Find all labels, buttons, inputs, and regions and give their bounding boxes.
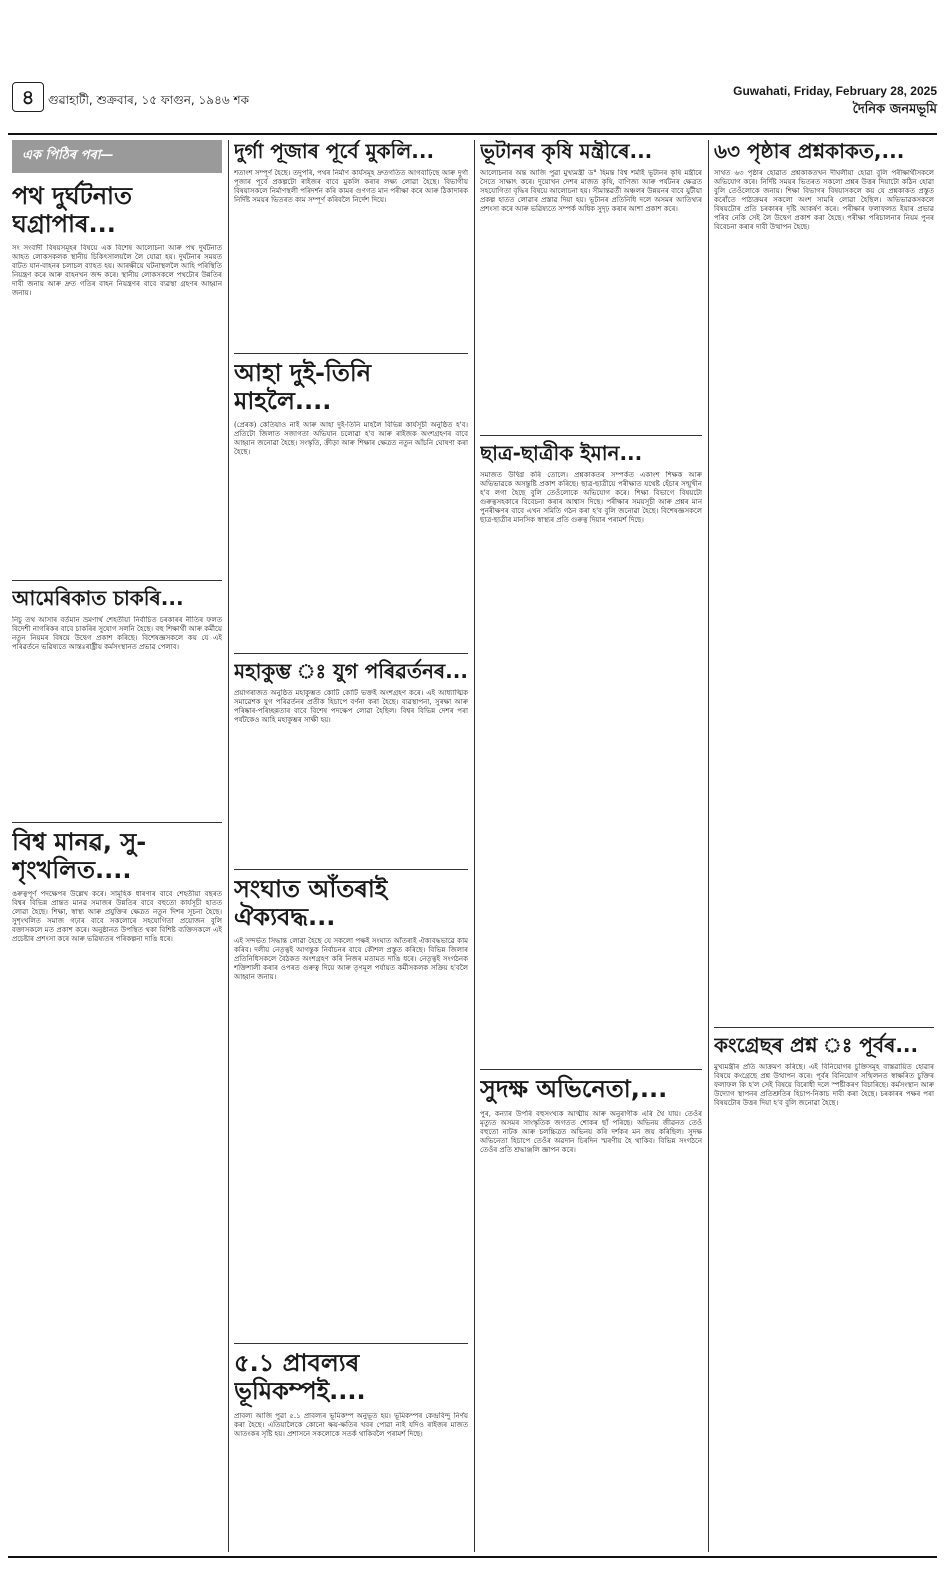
column-divider: [708, 140, 709, 1552]
masthead: [8, 74, 937, 132]
paper-name: দৈনিক জনমভূমি: [852, 102, 937, 117]
column-1: [12, 140, 222, 1552]
article-body: মুখ্যমন্ত্ৰীৰ প্ৰতি আক্ৰমণ কৰিছে। এই বিনিয়োগৰ চুক্তিসমূহ বাস্তৱায়িত হোৱাৰ বিষয়ে কংগ্ৰেছে প্ৰশ্ন উত্থাপন কৰে। পূৰ্বৰ বিনিয়োগ সন্মিলনত স্বাক্ষৰিত চুক্তিৰ ফলাফল কি হ'ল সেই বিষয়ে বিৰোধী দলে স্পষ্টীকৰণ বিচাৰিছে। কৰ্মসংস্থান আৰু উদ্যোগ স্থাপনৰ প্ৰতিশ্ৰুতিৰ হিচাপ-নিকাচ দাবী কৰা হৈছে। চৰকাৰৰ পক্ষৰ পৰা বিষয়টোৰ উত্তৰ দিয়া হ'ব বুলি জনোৱা হৈছে।: [714, 1063, 934, 1107]
article-title: কংগ্ৰেছৰ প্ৰশ্ন ঃ পূৰ্বৰ...: [714, 1033, 919, 1057]
article-title: আহা দুই-তিনি মাহলৈ....: [234, 359, 372, 415]
article-title: সুদক্ষ অভিনেতা,...: [480, 1075, 668, 1103]
article-title: আমেৰিকাত চাকৰি...: [12, 586, 184, 611]
article-two-three-months: [234, 353, 468, 647]
article-body: সমাজত উদ্বিগ্ন কৰি তোলে। প্ৰশ্নকাকতৰ সম্পৰ্কত একাংশ শিক্ষক আৰু অভিভাৱকে অসন্তুষ্টি প্ৰকাশ কৰিছে। ছাত্ৰ-ছাত্ৰীয়ে পৰীক্ষাত যথেষ্ট হেঁচাৰ সন্মুখীন হ'ব লগা হৈছে বুলি তেওঁলোকে অভিযোগ কৰে। শিক্ষা বিভাগে বিষয়টো গুৰুত্বসহকাৰে বিবেচনা কৰাৰ আশ্বাস দিছে। পৰীক্ষাৰ সময়সূচী আৰু প্ৰশ্নৰ মান পুনৰীক্ষণৰ বাবে এখন সমিতি গঠন কৰা হ'ব বুলি জনোৱা হৈছে। বিশেষজ্ঞসকলে ছাত্ৰ-ছাত্ৰীৰ মানসিক স্বাস্থ্যৰ প্ৰতি গুৰুত্ব দিয়াৰ পৰামৰ্শ দিছে।: [480, 471, 702, 524]
article-bhutan-minister: [480, 140, 702, 427]
article-body: শতাংশ সম্পূৰ্ণ হৈছে। তদুপৰি, পথৰ নিৰ্মাণ কাৰ্যসমূহ দ্ৰুতগতিত আগবাঢ়িছে আৰু দুৰ্গা পূজাৰ পূৰ্বে প্ৰকল্পটো ৰাইজৰ বাবে মুকলি কৰাৰ লক্ষ্য লোৱা হৈছে। বিভাগীয় বিষয়াসকলে নিৰ্মাণস্থলী পৰিদৰ্শন কৰি কামৰ গুণগত মান পৰীক্ষা কৰে আৰু ঠিকাদাৰক নিৰ্দিষ্ট সময়ৰ ভিতৰত কাম সম্পূৰ্ণ কৰিবলৈ নিৰ্দেশ দিয়ে।: [234, 169, 468, 204]
section-band: এক পিঠিৰ পৰা—: [12, 140, 222, 173]
article-question-paper: [714, 140, 934, 1019]
column-divider: [474, 140, 475, 1552]
column-4: [714, 140, 934, 1552]
article-title: ৬৩ পৃষ্ঠাৰ প্ৰশ্নকাকত,...: [714, 140, 905, 163]
article-title: সংঘাত আঁতৰাই ঐক্যবদ্ধ...: [234, 875, 388, 931]
article-america-job: [12, 580, 222, 816]
article-title: ৫.১ প্ৰাবল্যৰ ভূমিকম্পই....: [234, 1349, 366, 1405]
article-body: (প্ৰেৰক) কেতিয়াও নাই আৰু আহা দুই-তিনি মাহলৈ বিভিন্ন কাৰ্যসূচী অনুষ্ঠিত হ'ব। প্ৰতিটো জিলাত সজাগতা অভিযান চলোৱা হ'ব আৰু ৰাইজক অংশগ্ৰহণৰ বাবে আহ্বান জনোৱা হৈছে। সংস্কৃতি, ক্ৰীড়া আৰু শিক্ষাৰ ক্ষেত্ৰত নতুন আঁচনি ঘোষণা কৰা হৈছে।: [234, 421, 468, 457]
article-title: বিশ্ব মানৱ, সু-শৃংখলিত....: [12, 828, 147, 884]
article-body: প্ৰয়াগৰাজত অনুষ্ঠিত মহাকুম্ভত কোটি কোটি ভক্তই অংশগ্ৰহণ কৰে। এই আধ্যাত্মিক সমাৱেশক যুগ পৰিৱৰ্তনৰ প্ৰতীক হিচাপে বৰ্ণনা কৰা হৈছে। ব্যৱস্থাপনা, সুৰক্ষা আৰু পৰিষ্কাৰ-পৰিচ্ছন্নতাৰ বাবে বিশেষ পদক্ষেপ লোৱা হৈছিল। বিশ্বৰ বিভিন্ন দেশৰ পৰা পৰ্যটকেও আহি মহাকুম্ভৰ সাক্ষী হয়।: [234, 689, 468, 725]
page-number: ৪: [12, 82, 44, 112]
article-title: দুৰ্গা পূজাৰ পূৰ্বে মুকলি...: [234, 140, 435, 163]
article-body: পুৰ, কন্যাৰ উপৰি বহুসংখ্যক আত্মীয় আৰু অনুৰাগীক এৰি থৈ যায়। তেওঁৰ মৃত্যুত অসমৰ সাংস্কৃতিক জগতত শোকৰ ছাঁ পৰিছে। অভিনয় জীৱনত তেওঁ বহুতো নাটক আৰু চলচ্চিত্ৰত অভিনয় কৰি দৰ্শকৰ মন জয় কৰিছিল। সুদক্ষ অভিনেতা হিচাপে তেওঁৰ অৱদান চিৰদিন স্মৰণীয় হৈ থাকিব। বিভিন্ন সংগঠনে তেওঁৰ প্ৰতি শ্ৰদ্ধাঞ্জলি জ্ঞাপন কৰে।: [480, 1109, 702, 1154]
column-divider: [228, 140, 229, 1552]
column-3: [480, 140, 702, 1552]
article-body: ঙৰুত্বপূৰ্ণ পদক্ষেপৰ উল্লেখ কৰে। সামূহিক ধাৰণাৰ বাবে শেহতীয়া বছৰত বিশ্বৰ বিভিন্ন প্ৰান্তত মানৱ সমাজৰ উন্নতিৰ বাবে বহুতো কাৰ্যসূচী হাতত লোৱা হৈছে। শিক্ষা, স্বাস্থ্য আৰু প্ৰযুক্তিৰ ক্ষেত্ৰত নতুন দিশৰ সূচনা হৈছে। সুশৃংখলিত সমাজ গঢ়াৰ বাবে সকলোৰে সহযোগিতা প্ৰয়োজন বুলি বক্তাসকলে মত প্ৰকাশ কৰে। অনুষ্ঠানত উপস্থিত থকা বিশিষ্ট ব্যক্তিসকলে এই প্ৰচেষ্টাৰ প্ৰশংসা কৰে আৰু ভৱিষ্যতৰ পৰিকল্পনা দাঙি ধৰে।: [12, 890, 222, 944]
article-road-accident: [12, 183, 222, 574]
article-body: সাথত ৬৩ পৃষ্ঠাৰ হোৱাত প্ৰশ্নকাকতখন দীঘলীয়া হোৱা বুলি পৰীক্ষাৰ্থীসকলে অভিযোগ কৰে। নিৰ্দিষ্ট সময়ৰ ভিতৰত সকলো প্ৰশ্নৰ উত্তৰ দিয়াটো কঠিন হোৱা বুলি তেওঁলোকে জনায়। শিক্ষা বিভাগৰ বিষয়াসকলে কয় যে প্ৰশ্নকাকত প্ৰস্তুত কৰোঁতে পাঠ্যক্ৰমৰ সকলো অংশ সামৰি লোৱা হৈছিল। অভিভাৱকসকলে বিষয়টোৰ প্ৰতি চৰকাৰৰ দৃষ্টি আকৰ্ষণ কৰে। পৰীক্ষাৰ ফলাফলত ইয়াৰ প্ৰভাৱ পৰিব নেকি সেই লৈ উদ্বেগ প্ৰকাশ কৰা হৈছে। পৰীক্ষা পৰিচালনাৰ নিয়ম পুনৰ বিবেচনা কৰাৰ দাবী উত্থাপন হৈছে।: [714, 169, 934, 231]
article-body: আলোচনাৰ অন্ত আজি পুৱা মুখ্যমন্ত্ৰী ড° হিমন্ত বিশ্ব শৰ্মাই ভূটানৰ কৃষি মন্ত্ৰীৰে সৈতে সাক্ষাৎ কৰে। দুয়োখন দেশৰ মাজত কৃষি, বাণিজ্য আৰু পৰ্যটনৰ ক্ষেত্ৰত সহযোগিতা বৃদ্ধিৰ বিষয়ে আলোচনা হয়। সীমান্তৱৰ্তী অঞ্চলৰ উন্নয়নৰ বাবে যুটীয়া প্ৰকল্প হাতত লোৱাৰ প্ৰস্তাৱ দিয়া হয়। ভূটানৰ প্ৰতিনিধি দলে অসমৰ আতিথ্যৰ প্ৰশংসা কৰে আৰু ভৱিষ্যতে সম্পৰ্ক অধিক সুদৃঢ় কৰাৰ আশা প্ৰকাশ কৰে।: [480, 169, 702, 213]
footer-rule: [8, 1556, 937, 1558]
article-earthquake: [234, 1343, 468, 1552]
article-body: নিচু তথ আসাৰ বৰ্তমান ভ্ৰমণাৰ্থ শেহতীয়া নিৰ্বাচিত চৰকাৰৰ নীতিৰ ফলত বিদেশী নাগৰিকৰ বাবে চাকৰিৰ সুযোগ সলনি হৈছে। বহু শিক্ষাৰ্থী আৰু কৰ্মীয়ে নতুন নিয়মৰ বিষয়ে উদ্বেগ প্ৰকাশ কৰিছে। বিশেষজ্ঞসকলে কয় যে এই পৰিৱৰ্তনে ভৱিষ্যতে আন্তঃৰাষ্ট্ৰীয় কৰ্মসংস্থানত প্ৰভাৱ পেলাব।: [12, 616, 222, 652]
article-title: মহাকুম্ভ ঃ যুগ পৰিৱৰ্তনৰ...: [234, 659, 468, 684]
article-world-humanity: [12, 822, 222, 1552]
article-body: সং সংবাদী বিষয়সমূহৰ বিষয়ে এক বিশেষ আলোচনা আৰু পথ দুৰ্ঘটনাত আহত লোকসকলক স্থানীয় চিকিৎসালয়লৈ লৈ যোৱা হয়। দুৰ্ঘটনাৰ সময়ত বাটত যান-বাহনৰ চলাচল ব্যাহত হয়। আৰক্ষীয়ে ঘটনাস্থললৈ আহি পৰিস্থিতি নিয়ন্ত্ৰণ কৰে আৰু বাহনখন জব্দ কৰে। স্থানীয় লোকসকলে পথটোৰ উন্নতিৰ দাবী জনায় আৰু দ্ৰুত গতিৰ বাহন নিয়ন্ত্ৰণৰ বাবে ব্যৱস্থা গ্ৰহণৰ আহ্বান জনায়।: [12, 244, 222, 298]
article-students: [480, 435, 702, 1061]
article-congress: [714, 1027, 934, 1493]
article-actor: [480, 1069, 702, 1510]
article-body: এই সন্দৰ্ভত সিদ্ধান্ত লোৱা হৈছে যে সকলো পক্ষই সংঘাত আঁতৰাই ঐক্যবদ্ধভাৱে কাম কৰিব। দলীয় নেতৃত্বই আগন্তুক নিৰ্বাচনৰ বাবে কৌশল প্ৰস্তুত কৰিছে। বিভিন্ন জিলাৰ প্ৰতিনিধিসকলে বৈঠকত অংশগ্ৰহণ কৰি নিজৰ মতামত দাঙি ধৰে। নেতৃত্বই সংগঠনক শক্তিশালী কৰাৰ ওপৰত গুৰুত্ব দিয়ে আৰু তৃণমূল পৰ্যায়ত কৰ্মীসকলক সক্ৰিয় হ'বলৈ আহ্বান জনায়।: [234, 937, 468, 982]
article-unity: [234, 869, 468, 1337]
date-english-block: [733, 84, 937, 121]
masthead-rule: [8, 133, 937, 135]
date-english: Guwahati, Friday, February 28, 2025: [733, 84, 937, 98]
article-body: প্ৰাবল্য আজি পুৱা ৫.১ প্ৰাবল্যৰ ভূমিকম্প অনুভূত হয়। ভূমিকম্পৰ কেন্দ্ৰবিন্দু নিৰ্ণয় কৰা হৈছে। এতিয়ালৈকে কোনো ক্ষয়-ক্ষতিৰ খবৰ পোৱা নাই যদিও ৰাইজৰ মাজত আতংকৰ সৃষ্টি হয়। প্ৰশাসনে সকলোকে সতৰ্ক থাকিবলৈ পৰামৰ্শ দিছে।: [234, 1411, 468, 1438]
article-durga-puja: [234, 140, 468, 347]
date-assamese: গুৱাহাটী, শুক্ৰবাৰ, ১৫ ফাগুন, ১৯৪৬ শক: [48, 93, 249, 107]
article-title: পথ দুৰ্ঘটনাত ঘগ্ৰাপাৰ...: [12, 182, 132, 238]
article-title: ভূটানৰ কৃষি মন্ত্ৰীৰে...: [480, 140, 653, 163]
article-mahakumbh: [234, 653, 468, 863]
column-2: [234, 140, 468, 1552]
article-title: ছাত্ৰ-ছাত্ৰীক ইমান...: [480, 441, 643, 465]
